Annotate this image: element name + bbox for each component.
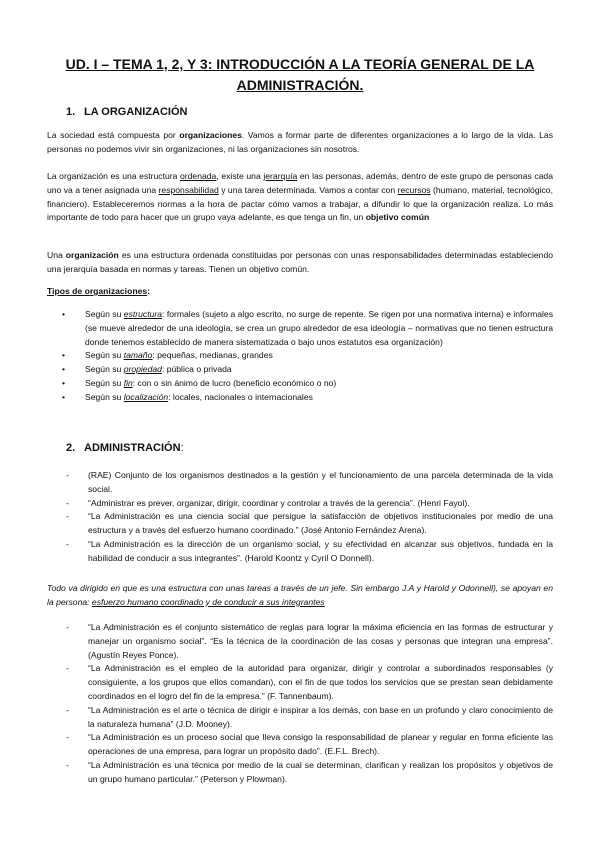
dash-icon: -	[66, 497, 69, 508]
list-item	[0, 759, 553, 787]
paragraph-organization-definition	[47, 249, 553, 277]
p2-text-c: en las personas, además, dentro de este grupo de personas cada uno va a tener asignada una	[47, 171, 553, 195]
definitions-list-1	[0, 469, 600, 566]
definition-text: “Administrar es prever, organizar, dirigir, coordinar y controlar a través de la gerencia”. (Henri Fayol).	[88, 497, 470, 508]
definition-text: “La Administración es el conjunto sistemático de reglas para lograr la máxima eficiencia en las formas de estructurar y manejar un organismo social”. “Es la técnica de la coordinación de las cosas y personas que integran una empresa”. (Agustín Reyes Ponce).	[88, 622, 553, 660]
dash-icon: -	[66, 663, 69, 674]
definition-text: “La Administración es la dirección de un organismo social, y su efectividad en alcanzar sus objetivos, fundada en la habilidad de conducir a sus integrantes”. (Harold Koontz y Cyril O Donnell).	[88, 538, 553, 563]
type-term: tamaño	[123, 350, 153, 361]
bullet-icon: •	[62, 377, 66, 388]
type-pre: Según su	[85, 364, 124, 375]
definition-text: “La Administración es el arte o técnica de dirigir e inspirar a los demás, con base en un profundo y claro conocimiento de la naturaleza humana” (J.D. Mooney).	[88, 704, 553, 729]
type-pre: Según su	[85, 377, 124, 388]
section-2-colon: :	[180, 442, 184, 454]
type-desc: : formales (sujeto a algo escrito, no surge de repente. Se rigen por una normativa interna) e informales (se mueve alrededor de una ideología, se crea un grupo alrededor de esa ideología – normativas que no tienen estructura donde tenemos establecido de manera sistematizada o bajo unos estatutos esa organización)	[85, 309, 553, 347]
list-item	[0, 363, 553, 377]
p2-term-responsabilidad: responsabilidad	[158, 184, 219, 195]
type-desc: : con o sin ánimo de lucro (beneficio económico o no)	[132, 377, 337, 388]
type-desc: : locales, nacionales o internacionales	[168, 391, 313, 402]
section-2-heading	[66, 442, 184, 454]
list-item	[0, 621, 553, 662]
list-item	[0, 497, 553, 511]
dash-icon: -	[66, 704, 69, 715]
p2-text-e: (humano, material, tecnológico, financiero). Estableceremos normas a la hora de pactar cómo vamos a trabajar, a difundir lo que la organización realiza. Lo más importante de todo para hacer que un grupo vaya adelante, es que tenga un fin, un	[47, 184, 553, 223]
section-1-heading	[66, 106, 187, 118]
dash-icon: -	[66, 759, 69, 770]
section-1-number: 1.	[66, 106, 76, 118]
list-item	[0, 349, 553, 363]
definition-text: “La Administración es una ciencia social que persigue la satisfacción de objetivos institucionales por medio de una estructura y a través del esfuerzo humano coordinado.” (José Antonio Fernández Arena).	[88, 511, 553, 536]
type-pre: Según su	[85, 350, 124, 361]
type-pre: Según su	[85, 391, 124, 402]
types-heading	[47, 285, 553, 299]
type-term: localización	[123, 391, 169, 402]
list-item	[0, 308, 553, 349]
p2-text-b: , existe una	[216, 171, 264, 181]
italic-note-text: Todo va dirigido en que es una estructura con unas tareas a través de un jefe. Sin embargo J.A y Harold y Odonnell), se apoyan en la persona:	[47, 583, 553, 607]
definition-text: “La Administración es una técnica por medio de la cual se determinan, clarifican y realizan los propósitos y objetivos de un grupo humano particular.” (Peterson y Plowman).	[88, 759, 553, 784]
list-item	[0, 391, 553, 405]
types-list	[0, 308, 600, 405]
p3-bold-term: organización	[65, 250, 119, 260]
p3-text-pre: Una	[47, 250, 66, 260]
p3-text-post: es una estructura ordenada constituidas por personas con unas responsabilidades determinadas estableciendo una jerarquía basada en normas y tareas. Tienen un objetivo común.	[47, 250, 554, 274]
type-term: propiedad	[123, 364, 162, 375]
dash-icon: -	[66, 511, 69, 522]
section-2-title: ADMINISTRACIÓN	[84, 442, 181, 454]
section-2-number: 2.	[66, 442, 76, 454]
italic-note-underlined: esfuerzo humano coordinado y de conducir a sus integrantes	[91, 596, 325, 607]
title-line-2: ADMINISTRACIÓN.	[236, 77, 364, 93]
bullet-icon: •	[62, 364, 66, 375]
list-item	[0, 662, 553, 703]
italic-note	[47, 582, 553, 610]
type-desc: : pública o privada	[161, 364, 232, 375]
dash-icon: -	[66, 470, 69, 480]
list-item	[0, 704, 553, 732]
dash-icon: -	[66, 732, 69, 743]
types-heading-text: Tipos de organizaciones	[47, 286, 148, 296]
p2-term-ordenada: ordenada	[180, 171, 217, 181]
type-pre: Según su	[85, 309, 124, 319]
document-title	[40, 54, 560, 96]
type-desc: : pequeñas, medianas, grandes	[152, 350, 273, 361]
list-item	[0, 538, 553, 566]
bullet-icon: •	[62, 391, 66, 402]
type-term: estructura	[123, 309, 163, 319]
p1-text-pre: La sociedad está compuesta por	[47, 130, 180, 140]
bullet-icon: •	[62, 309, 66, 319]
types-heading-colon: :	[147, 286, 150, 296]
p2-bold-objetivo: objetivo común	[365, 212, 430, 223]
p2-text-d: y una tarea determinada. Vamos a contar con	[218, 184, 398, 195]
definitions-list-2	[0, 621, 600, 787]
p2-term-recursos: recursos	[397, 184, 431, 195]
definition-text: “La Administración es el empleo de la autoridad para organizar, dirigir y controlar a subordinados responsables (y consiguiente, a los grupos que ellos comandan), con el fin de que todos los servicios que se prestan sean debidamente coordinados en el logro del fin de la empresa.” (F. Tannenbaum).	[88, 663, 553, 701]
paragraph-society	[47, 129, 553, 157]
paragraph-organization-structure	[47, 170, 553, 225]
list-item	[0, 731, 553, 759]
definition-text: (RAE) Conjunto de los organismos destinados a la gestión y el funcionamiento de una parcela determinada de la vida social.	[88, 470, 553, 494]
list-item	[0, 377, 553, 391]
list-item	[0, 510, 553, 538]
dash-icon: -	[66, 538, 69, 549]
type-term: fin	[123, 377, 133, 388]
p1-text-post: . Vamos a formar parte de diferentes organizaciones a lo largo de la vida. Las personas no podemos vivir sin organizaciones, ni las organizaciones sin nosotros.	[47, 130, 553, 154]
title-line-1: UD. I – TEMA 1, 2, Y 3: INTRODUCCIÓN A LA TEORÍA GENERAL DE LA	[65, 56, 535, 72]
p2-text-a: La organización es una estructura	[47, 171, 180, 181]
dash-icon: -	[66, 622, 69, 632]
list-item	[0, 469, 553, 497]
bullet-icon: •	[62, 350, 66, 361]
definition-text: “La Administración es un proceso social que lleva consigo la responsabilidad de planear y regular en forma eficiente las operaciones de una empresa, para lograr un propósito dado”. (E.F.L. Brech).	[88, 732, 553, 757]
p2-term-jerarquia: jerarquía	[263, 171, 298, 181]
p1-bold-term: organizaciones	[179, 130, 242, 140]
section-1-title: LA ORGANIZACIÓN	[84, 106, 188, 118]
